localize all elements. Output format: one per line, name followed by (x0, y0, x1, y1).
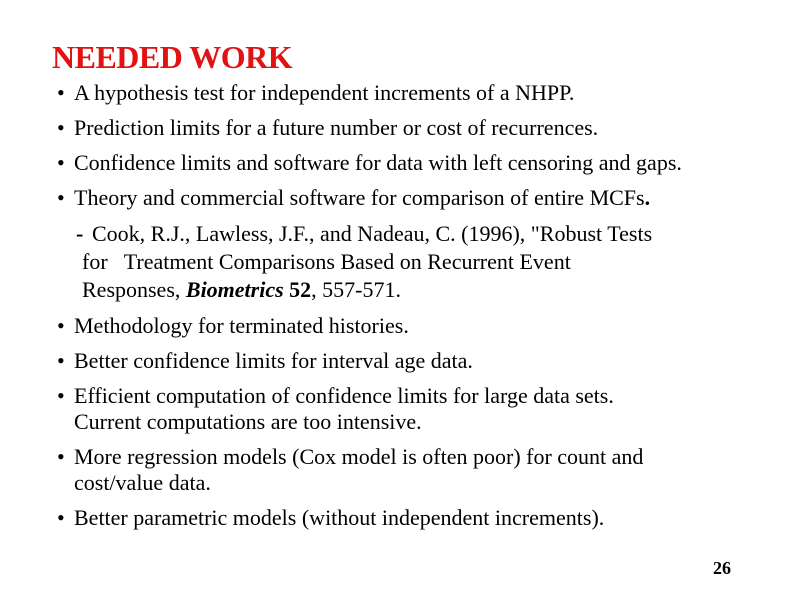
text-segment: Current computations are too intensive. (74, 409, 422, 434)
bullet-icon: • (57, 115, 65, 140)
bullet-item (57, 505, 773, 531)
text-line (57, 220, 773, 248)
text-line (57, 115, 773, 141)
bullet-item (57, 80, 773, 106)
reference-item (57, 220, 773, 304)
bullet-icon: • (57, 80, 65, 105)
bullet-list (57, 80, 773, 531)
bullet-item (57, 115, 773, 141)
bullet-item (57, 348, 773, 374)
text-segment: Theory and commercial software for comparison of entire MCFs (74, 185, 645, 210)
text-segment: More regression models (Cox model is often poor) for count and (74, 444, 644, 469)
text-line (57, 409, 773, 435)
text-segment: Biometrics (185, 277, 284, 302)
bullet-icon: • (57, 185, 65, 210)
bullet-item (57, 444, 773, 496)
text-segment: Prediction limits for a future number or cost of recurrences. (74, 115, 599, 140)
bullet-icon: • (57, 444, 65, 469)
bullet-item (57, 185, 773, 211)
text-segment: , 557-571. (311, 277, 401, 302)
bullet-item (57, 383, 773, 435)
text-line (57, 80, 773, 106)
slide-title: NEEDED WORK (52, 39, 293, 75)
text-segment: for Treatment Comparisons Based on Recurrent Event (82, 249, 571, 274)
bullet-icon: • (57, 313, 65, 338)
text-line (57, 444, 773, 470)
bullet-item (57, 313, 773, 339)
text-segment: Better parametric models (without independent increments). (74, 505, 605, 530)
text-segment: Efficient computation of confidence limits for large data sets. (74, 383, 614, 408)
text-segment: 52 (289, 277, 312, 302)
text-segment: . (644, 185, 651, 210)
text-segment: cost/value data. (74, 470, 211, 495)
text-line (57, 348, 773, 374)
bullet-icon: • (57, 150, 65, 175)
text-line (57, 185, 773, 211)
text-line (57, 276, 773, 304)
dash-icon: - (76, 221, 84, 246)
text-line (57, 505, 773, 531)
bullet-icon: • (57, 383, 65, 408)
text-segment: Better confidence limits for interval age data. (74, 348, 473, 373)
text-line (57, 383, 773, 409)
text-line (57, 150, 773, 176)
bullet-item (57, 150, 773, 176)
text-segment: Methodology for terminated histories. (74, 313, 409, 338)
text-line (57, 313, 773, 339)
text-segment: Confidence limits and software for data with left censoring and gaps. (74, 150, 682, 175)
text-segment: A hypothesis test for independent increments of a NHPP. (74, 80, 575, 105)
text-segment: Responses, (82, 277, 186, 302)
text-line (57, 248, 773, 276)
bullet-icon: • (57, 505, 65, 530)
text-line (57, 470, 773, 496)
page-number: 26 (713, 558, 731, 578)
text-segment: Cook, R.J., Lawless, J.F., and Nadeau, C. (1996), "Robust Tests (92, 221, 653, 246)
bullet-icon: • (57, 348, 65, 373)
